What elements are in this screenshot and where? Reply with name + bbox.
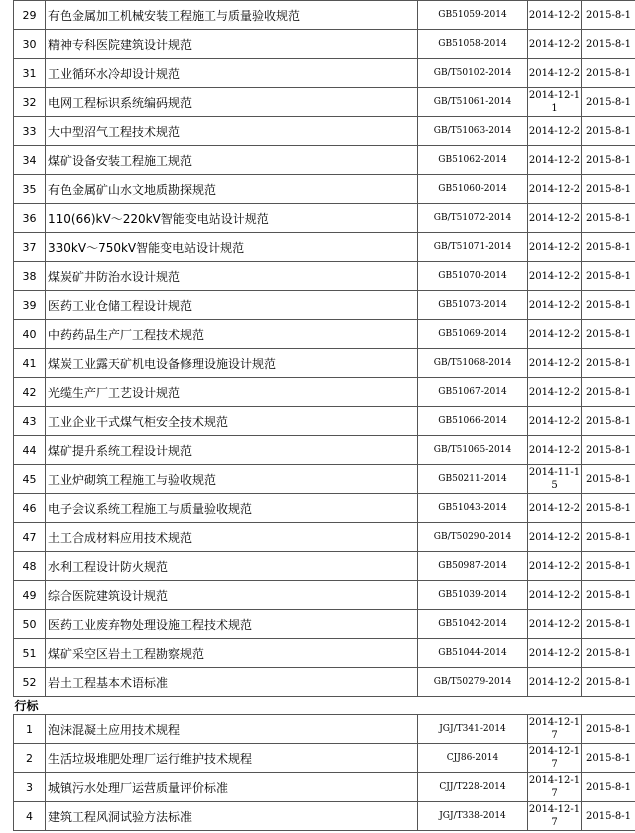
- effective-date: 2015-8-1: [582, 552, 635, 581]
- row-number: 44: [14, 436, 46, 465]
- table-row: [14, 262, 635, 291]
- standard-name: 综合医院建筑设计规范: [46, 581, 418, 610]
- effective-date: 2015-8-1: [582, 581, 635, 610]
- standard-name: 煤矿采空区岩土工程勘察规范: [46, 639, 418, 668]
- standard-name: 泡沫混凝土应用技术规程: [46, 715, 418, 744]
- row-number: 52: [14, 668, 46, 697]
- issue-date: 2014-12-2: [528, 1, 582, 30]
- issue-date: 2014-12-2: [528, 552, 582, 581]
- standard-name: 精神专科医院建筑设计规范: [46, 30, 418, 59]
- standard-code: GB51058-2014: [418, 30, 528, 59]
- row-number: 51: [14, 639, 46, 668]
- table-row: [14, 233, 635, 262]
- standard-code: GB51043-2014: [418, 494, 528, 523]
- standard-code: GB51069-2014: [418, 320, 528, 349]
- effective-date: 2015-8-1: [582, 175, 635, 204]
- row-number: 39: [14, 291, 46, 320]
- issue-date: 2014-12-2: [528, 30, 582, 59]
- effective-date: 2015-8-1: [582, 146, 635, 175]
- standard-code: GB51059-2014: [418, 1, 528, 30]
- effective-date: 2015-8-1: [582, 378, 635, 407]
- table-row: [14, 59, 635, 88]
- standard-code: JGJ/T338-2014: [418, 802, 528, 831]
- issue-date: 2014-12-2: [528, 262, 582, 291]
- row-number: 1: [14, 715, 46, 744]
- standard-code: GB/T51063-2014: [418, 117, 528, 146]
- table-row: [14, 715, 635, 744]
- row-number: 34: [14, 146, 46, 175]
- standard-name: 有色金属加工机械安装工程施工与质量验收规范: [46, 1, 418, 30]
- table-row: [14, 523, 635, 552]
- effective-date: 2015-8-1: [582, 320, 635, 349]
- standard-name: 工业企业干式煤气柜安全技术规范: [46, 407, 418, 436]
- issue-date: 2014-12-2: [528, 523, 582, 552]
- table-row: [14, 639, 635, 668]
- table-row: [14, 494, 635, 523]
- standard-code: GB/T50290-2014: [418, 523, 528, 552]
- table-row: [14, 117, 635, 146]
- issue-date: 2014-12-2: [528, 610, 582, 639]
- standard-code: GB51044-2014: [418, 639, 528, 668]
- standards-table: [13, 0, 635, 831]
- effective-date: 2015-8-1: [582, 117, 635, 146]
- section-row: [14, 697, 635, 715]
- row-number: 47: [14, 523, 46, 552]
- effective-date: 2015-8-1: [582, 262, 635, 291]
- effective-date: 2015-8-1: [582, 610, 635, 639]
- standard-name: 电子会议系统工程施工与质量验收规范: [46, 494, 418, 523]
- effective-date: 2015-8-1: [582, 639, 635, 668]
- effective-date: 2015-8-1: [582, 349, 635, 378]
- standard-name: 大中型沼气工程技术规范: [46, 117, 418, 146]
- row-number: 29: [14, 1, 46, 30]
- effective-date: 2015-8-1: [582, 436, 635, 465]
- table-row: [14, 465, 635, 494]
- standard-code: GB/T50279-2014: [418, 668, 528, 697]
- standard-code: GB/T51065-2014: [418, 436, 528, 465]
- row-number: 50: [14, 610, 46, 639]
- standard-code: GB51039-2014: [418, 581, 528, 610]
- issue-date: 2014-12-17: [528, 773, 582, 802]
- issue-date: 2014-12-17: [528, 802, 582, 831]
- table-row: [14, 30, 635, 59]
- standard-code: GB51062-2014: [418, 146, 528, 175]
- standard-name: 煤炭矿井防治水设计规范: [46, 262, 418, 291]
- standard-code: GB/T51061-2014: [418, 88, 528, 117]
- issue-date: 2014-12-2: [528, 436, 582, 465]
- effective-date: 2015-8-1: [582, 494, 635, 523]
- standard-name: 110(66)kV～220kV智能变电站设计规范: [46, 204, 418, 233]
- effective-date: 2015-8-1: [582, 668, 635, 697]
- issue-date: 2014-12-2: [528, 59, 582, 88]
- effective-date: 2015-8-1: [582, 233, 635, 262]
- table-row: [14, 1, 635, 30]
- table-row: [14, 610, 635, 639]
- row-number: 32: [14, 88, 46, 117]
- table-row: [14, 581, 635, 610]
- standard-name: 330kV～750kV智能变电站设计规范: [46, 233, 418, 262]
- standard-name: 城镇污水处理厂运营质量评价标准: [46, 773, 418, 802]
- standard-code: GB51070-2014: [418, 262, 528, 291]
- issue-date: 2014-12-2: [528, 204, 582, 233]
- issue-date: 2014-12-2: [528, 146, 582, 175]
- section-heading: 行标: [14, 699, 39, 713]
- standard-name: 医药工业仓储工程设计规范: [46, 291, 418, 320]
- standard-name: 有色金属矿山水文地质勘探规范: [46, 175, 418, 204]
- standard-name: 煤矿提升系统工程设计规范: [46, 436, 418, 465]
- table-row: [14, 668, 635, 697]
- standard-name: 生活垃圾堆肥处理厂运行维护技术规程: [46, 744, 418, 773]
- table-row: [14, 146, 635, 175]
- table-row: [14, 88, 635, 117]
- standard-code: GB51042-2014: [418, 610, 528, 639]
- row-number: 42: [14, 378, 46, 407]
- row-number: 30: [14, 30, 46, 59]
- row-number: 45: [14, 465, 46, 494]
- table-row: [14, 744, 635, 773]
- standard-name: 煤矿设备安装工程施工规范: [46, 146, 418, 175]
- standard-name: 煤炭工业露天矿机电设备修理设施设计规范: [46, 349, 418, 378]
- standard-code: GB51067-2014: [418, 378, 528, 407]
- standard-code: GB/T51071-2014: [418, 233, 528, 262]
- issue-date: 2014-12-2: [528, 233, 582, 262]
- issue-date: 2014-12-2: [528, 175, 582, 204]
- standard-name: 电网工程标识系统编码规范: [46, 88, 418, 117]
- effective-date: 2015-8-1: [582, 715, 635, 744]
- issue-date: 2014-12-2: [528, 349, 582, 378]
- table-row: [14, 320, 635, 349]
- effective-date: 2015-8-1: [582, 465, 635, 494]
- standard-name: 光缆生产厂工艺设计规范: [46, 378, 418, 407]
- effective-date: 2015-8-1: [582, 802, 635, 831]
- effective-date: 2015-8-1: [582, 88, 635, 117]
- standard-code: CJJ86-2014: [418, 744, 528, 773]
- issue-date: 2014-12-2: [528, 494, 582, 523]
- effective-date: 2015-8-1: [582, 30, 635, 59]
- issue-date: 2014-12-2: [528, 639, 582, 668]
- standard-name: 工业炉砌筑工程施工与验收规范: [46, 465, 418, 494]
- row-number: 2: [14, 744, 46, 773]
- standard-name: 医药工业废弃物处理设施工程技术规范: [46, 610, 418, 639]
- standard-name: 岩土工程基本术语标准: [46, 668, 418, 697]
- table-row: [14, 378, 635, 407]
- effective-date: 2015-8-1: [582, 1, 635, 30]
- table-row: [14, 802, 635, 831]
- table-row: [14, 773, 635, 802]
- issue-date: 2014-12-11: [528, 88, 582, 117]
- effective-date: 2015-8-1: [582, 59, 635, 88]
- issue-date: 2014-12-2: [528, 407, 582, 436]
- effective-date: 2015-8-1: [582, 407, 635, 436]
- row-number: 43: [14, 407, 46, 436]
- standard-code: JGJ/T341-2014: [418, 715, 528, 744]
- table-row: [14, 204, 635, 233]
- row-number: 38: [14, 262, 46, 291]
- issue-date: 2014-12-2: [528, 291, 582, 320]
- standard-code: GB51073-2014: [418, 291, 528, 320]
- effective-date: 2015-8-1: [582, 773, 635, 802]
- issue-date: 2014-12-17: [528, 744, 582, 773]
- effective-date: 2015-8-1: [582, 291, 635, 320]
- row-number: 35: [14, 175, 46, 204]
- standard-code: CJJ/T228-2014: [418, 773, 528, 802]
- row-number: 33: [14, 117, 46, 146]
- effective-date: 2015-8-1: [582, 744, 635, 773]
- standard-name: 水利工程设计防火规范: [46, 552, 418, 581]
- row-number: 3: [14, 773, 46, 802]
- standard-code: GB51066-2014: [418, 407, 528, 436]
- row-number: 46: [14, 494, 46, 523]
- issue-date: 2014-12-2: [528, 581, 582, 610]
- row-number: 48: [14, 552, 46, 581]
- row-number: 4: [14, 802, 46, 831]
- issue-date: 2014-11-15: [528, 465, 582, 494]
- issue-date: 2014-12-17: [528, 715, 582, 744]
- standard-code: GB/T51068-2014: [418, 349, 528, 378]
- standard-name: 工业循环水冷却设计规范: [46, 59, 418, 88]
- effective-date: 2015-8-1: [582, 523, 635, 552]
- issue-date: 2014-12-2: [528, 320, 582, 349]
- standard-code: GB50987-2014: [418, 552, 528, 581]
- table-row: [14, 407, 635, 436]
- effective-date: 2015-8-1: [582, 204, 635, 233]
- row-number: 40: [14, 320, 46, 349]
- standard-name: 土工合成材料应用技术规范: [46, 523, 418, 552]
- table-row: [14, 349, 635, 378]
- standard-code: GB50211-2014: [418, 465, 528, 494]
- row-number: 31: [14, 59, 46, 88]
- standard-code: GB/T51072-2014: [418, 204, 528, 233]
- table-row: [14, 175, 635, 204]
- row-number: 49: [14, 581, 46, 610]
- table-row: [14, 436, 635, 465]
- standard-name: 中药药品生产厂工程技术规范: [46, 320, 418, 349]
- row-number: 41: [14, 349, 46, 378]
- standard-name: 建筑工程风洞试验方法标准: [46, 802, 418, 831]
- row-number: 37: [14, 233, 46, 262]
- issue-date: 2014-12-2: [528, 378, 582, 407]
- issue-date: 2014-12-2: [528, 668, 582, 697]
- standard-code: GB51060-2014: [418, 175, 528, 204]
- table-row: [14, 552, 635, 581]
- standard-code: GB/T50102-2014: [418, 59, 528, 88]
- issue-date: 2014-12-2: [528, 117, 582, 146]
- row-number: 36: [14, 204, 46, 233]
- table-row: [14, 291, 635, 320]
